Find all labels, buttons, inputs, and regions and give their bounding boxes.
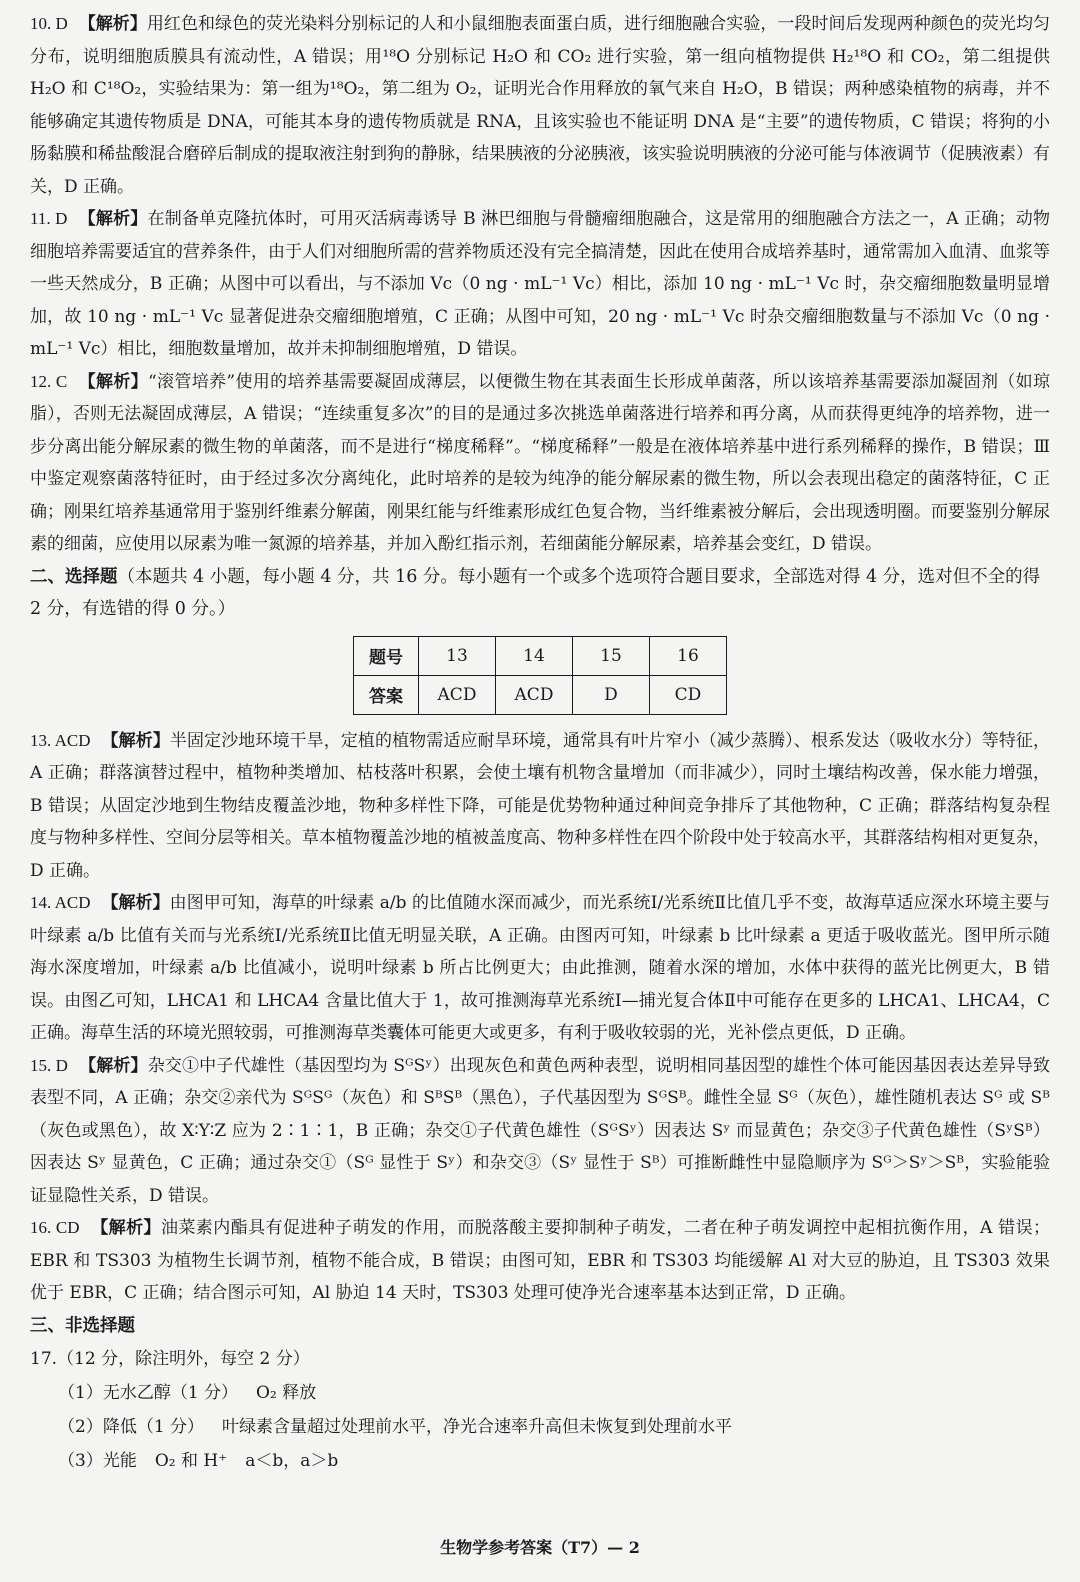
table-header-cell: 答案 (354, 675, 419, 714)
section-rule: （本题共 4 小题，每小题 4 分，共 16 分。每小题有一个或多个选项符合题目要求，全部选对得 4 分，选对但不全的得 2 分，有选错的得 0 分。） (30, 566, 1041, 619)
table-cell: 14 (496, 636, 573, 675)
analysis-tag: 【解析】 (78, 371, 149, 392)
item-16 (30, 1212, 1050, 1310)
item-number: 15. D (30, 1055, 68, 1075)
table-row (354, 675, 727, 714)
answer-part: 叶绿素含量超过处理前水平，净光合速率升高但未恢复到处理前水平 (222, 1417, 733, 1437)
table-cell: ACD (419, 675, 496, 714)
analysis-tag: 【解析】 (91, 1218, 161, 1238)
table-cell: 13 (419, 636, 496, 675)
answer-part: （3）光能 (58, 1451, 137, 1471)
item-number: 14. ACD (30, 893, 91, 912)
item-12 (30, 366, 1050, 561)
answer-table (353, 636, 727, 715)
analysis-tag: 【解析】 (78, 14, 147, 34)
section-title: 二、选择题 (30, 566, 118, 587)
analysis-tag: 【解析】 (101, 730, 170, 751)
item-text: 用红色和绿色的荧光染料分别标记的人和小鼠细胞表面蛋白质，进行细胞融合实验，一段时间后发现两种颜色的荧光均匀分布，说明细胞质膜具有流动性，A 错误；用¹⁸O 分别标记 H₂O 和 CO₂ 进行实验，第一组向植物提供 H₂¹⁸O 和 CO₂，第二组提供 H₂O 和 C¹⁸O₂，实验结果为：第一组为¹⁸O₂，第二组为 O₂，证明光合作用释放的氧气来自 H₂O，B 错误；两种感染植物的病毒，并不能够确定其遗传物质是 DNA，可能其本身的遗传物质就是 RNA，且该实验也不能证明 DNA 是“主要”的遗传物质，C 错误；将狗的小肠黏膜和稀盐酸混合磨碎后制成的提取液注射到狗的静脉，结果胰液的分泌胰液，该实验说明胰液的分泌可能与体液调节（促胰液素）有关，D 正确。 (30, 14, 1051, 197)
answer-part: O₂ 释放 (256, 1383, 317, 1403)
q17-answer-1 (30, 1376, 1050, 1410)
item-14 (30, 887, 1050, 1050)
item-number: 13. ACD (30, 730, 91, 750)
item-number: 16. CD (30, 1218, 80, 1237)
item-text: 杂交①中子代雄性（基因型均为 SᴳSʸ）出现灰色和黄色两种表型，说明相同基因型的雄性个体可能因基因表达差异导致表型不同，A 正确；杂交②亲代为 SᴳSᴳ（灰色）和 SᴮSᴮ（黑色），子代基因型为 SᴳSᴮ。雌性全显 Sᴳ（灰色），雄性随机表达 Sᴳ 或 Sᴮ（灰色或黑色），故 X∶Y∶Z 应为 2∶1∶1，B 正确；杂交①子代黄色雄性（SᴳSʸ）因表达 Sʸ 而显黄色；杂交③子代黄色雄性（SʸSᴮ）因表达 Sʸ 显黄色，C 正确；通过杂交①（Sᴳ 显性于 Sʸ）和杂交③（Sʸ 显性于 Sᴮ）可推断雌性中显隐顺序为 Sᴳ＞Sʸ＞Sᴮ，实验能验证显隐性关系，D 错误。 (30, 1055, 1051, 1206)
item-number: 11. D (30, 209, 68, 228)
page-footer: 生物学参考答案（T7）— 2 (440, 1538, 640, 1557)
section-3-heading: 三、非选择题 (30, 1315, 135, 1336)
item-text: “滚管培养”使用的培养基需要凝固成薄层，以便微生物在其表面生长形成单菌落，所以该培养基需要添加凝固剂（如琼脂），否则无法凝固成薄层，A 错误；“连续重复多次”的目的是通过多次挑选单菌落进行培养和再分离，从而获得更纯净的培养物，进一步分离出能分解尿素的微生物的单菌落，而不是进行“梯度稀释”。“梯度稀释”一般是在液体培养基中进行系列稀释的操作，B 错误；Ⅲ 中鉴定观察菌落特征时，由于经过多次分离纯化，此时培养的是较为纯净的能分解尿素的微生物，所以会表现出稳定的菌落特征，C 正确；刚果红培养基通常用于鉴别纤维素分解菌，刚果红能与纤维素形成红色复合物，当纤维素被分解后，会出现透明圈。而要鉴别分解尿素的细菌，应使用以尿素为唯一氮源的培养基，并加入酚红指示剂，若细菌能分解尿素，培养基会变红，D 错误。 (30, 371, 1050, 554)
answer-part: （2）降低（1 分） (58, 1417, 205, 1437)
item-text: 油菜素内酯具有促进种子萌发的作用，而脱落酸主要抑制种子萌发，二者在种子萌发调控中起相抗衡作用，A 错误；EBR 和 TS303 为植物生长调节剂，植物不能合成，B 错误；由图可知，EBR 和 TS303 均能缓解 Al 对大豆的胁迫，且 TS303 效果优于 EBR，C 正确；结合图示可知，Al 胁迫 14 天时，TS303 处理可使净光合速率基本达到正常，D 正确。 (30, 1218, 1050, 1303)
analysis-tag: 【解析】 (101, 893, 170, 913)
table-row (354, 636, 727, 675)
answer-part: a＜b，a＞b (245, 1451, 339, 1471)
item-number: 10. D (30, 14, 68, 33)
analysis-tag: 【解析】 (78, 209, 148, 229)
table-cell: D (573, 675, 650, 714)
answer-part: （1）无水乙醇（1 分） (58, 1383, 239, 1403)
item-text: 在制备单克隆抗体时，可用灭活病毒诱导 B 淋巴细胞与骨髓瘤细胞融合，这是常用的细胞融合方法之一，A 正确；动物细胞培养需要适宜的营养条件，由于人们对细胞所需的营养物质还没有完全搞清楚，因此在使用合成培养基时，通常需加入血清、血浆等一些天然成分，B 正确；从图中可以看出，与不添加 Vc（0 ng · mL⁻¹ Vc）相比，添加 10 ng · mL⁻¹ Vc 时，杂交瘤细胞数量明显增加，故 10 ng · mL⁻¹ Vc 显著促进杂交瘤细胞增殖，C 正确；从图中可知，20 ng · mL⁻¹ Vc 时杂交瘤细胞数量与不添加 Vc（0 ng · mL⁻¹ Vc）相比，细胞数量增加，故并未抑制细胞增殖，D 错误。 (30, 209, 1050, 359)
q17-answer-2 (30, 1410, 1050, 1444)
analysis-tag: 【解析】 (79, 1055, 148, 1076)
table-cell: ACD (496, 675, 573, 714)
item-13 (30, 725, 1050, 888)
item-10 (30, 8, 1050, 203)
item-number: 12. C (30, 371, 68, 391)
answer-part: O₂ 和 H⁺ (154, 1451, 228, 1471)
table-header-cell: 题号 (354, 636, 419, 675)
table-cell: 15 (573, 636, 650, 675)
item-15 (30, 1050, 1050, 1213)
table-cell: 16 (650, 636, 727, 675)
table-cell: CD (650, 675, 727, 714)
section-2-heading (30, 561, 1050, 626)
q17-answer-3 (30, 1444, 1050, 1478)
item-11 (30, 203, 1050, 366)
item-text: 半固定沙地环境干旱，定植的植物需适应耐旱环境，通常具有叶片窄小（减少蒸腾）、根系发达（吸收水分）等特征，A 正确；群落演替过程中，植物种类增加、枯枝落叶积累，会使土壤有机物含量增加（而非减少），同时土壤结构改善，保水能力增强，B 错误；从固定沙地到生物结皮覆盖沙地，物种多样性下降，可能是优势物种通过种间竞争排斥了其他物种，C 正确；群落结构复杂程度与物种多样性、空间分层等相关。草本植物覆盖沙地的植被盖度高、物种多样性在四个阶段中处于较高水平，其群落结构相对更复杂，D 正确。 (30, 730, 1051, 881)
q17-heading: 17.（12 分，除注明外，每空 2 分） (30, 1349, 310, 1369)
item-text: 由图甲可知，海草的叶绿素 a/b 的比值随水深而减少，而光系统Ⅰ/光系统Ⅱ比值几乎不变，故海草适应深水环境主要与叶绿素 a/b 比值有关而与光系统Ⅰ/光系统Ⅱ比值无明显关联，A 正确。由图丙可知，叶绿素 b 比叶绿素 a 更适于吸收蓝光。图甲所示随海水深度增加，叶绿素 a/b 比值减小，说明叶绿素 b 所占比例更大；由此推测，随着水深的增加，水体中获得的蓝光比例更大，B 错误。由图乙可知，LHCA1 和 LHCA4 含量比值大于 1，故可推测海草光系统Ⅰ—捕光复合体Ⅱ中可能存在更多的 LHCA1、LHCA4，C 正确。海草生活的环境光照较弱，可推测海草类囊体可能更大或更多，有利于吸收较弱的光，光补偿点更低，D 正确。 (30, 893, 1050, 1043)
